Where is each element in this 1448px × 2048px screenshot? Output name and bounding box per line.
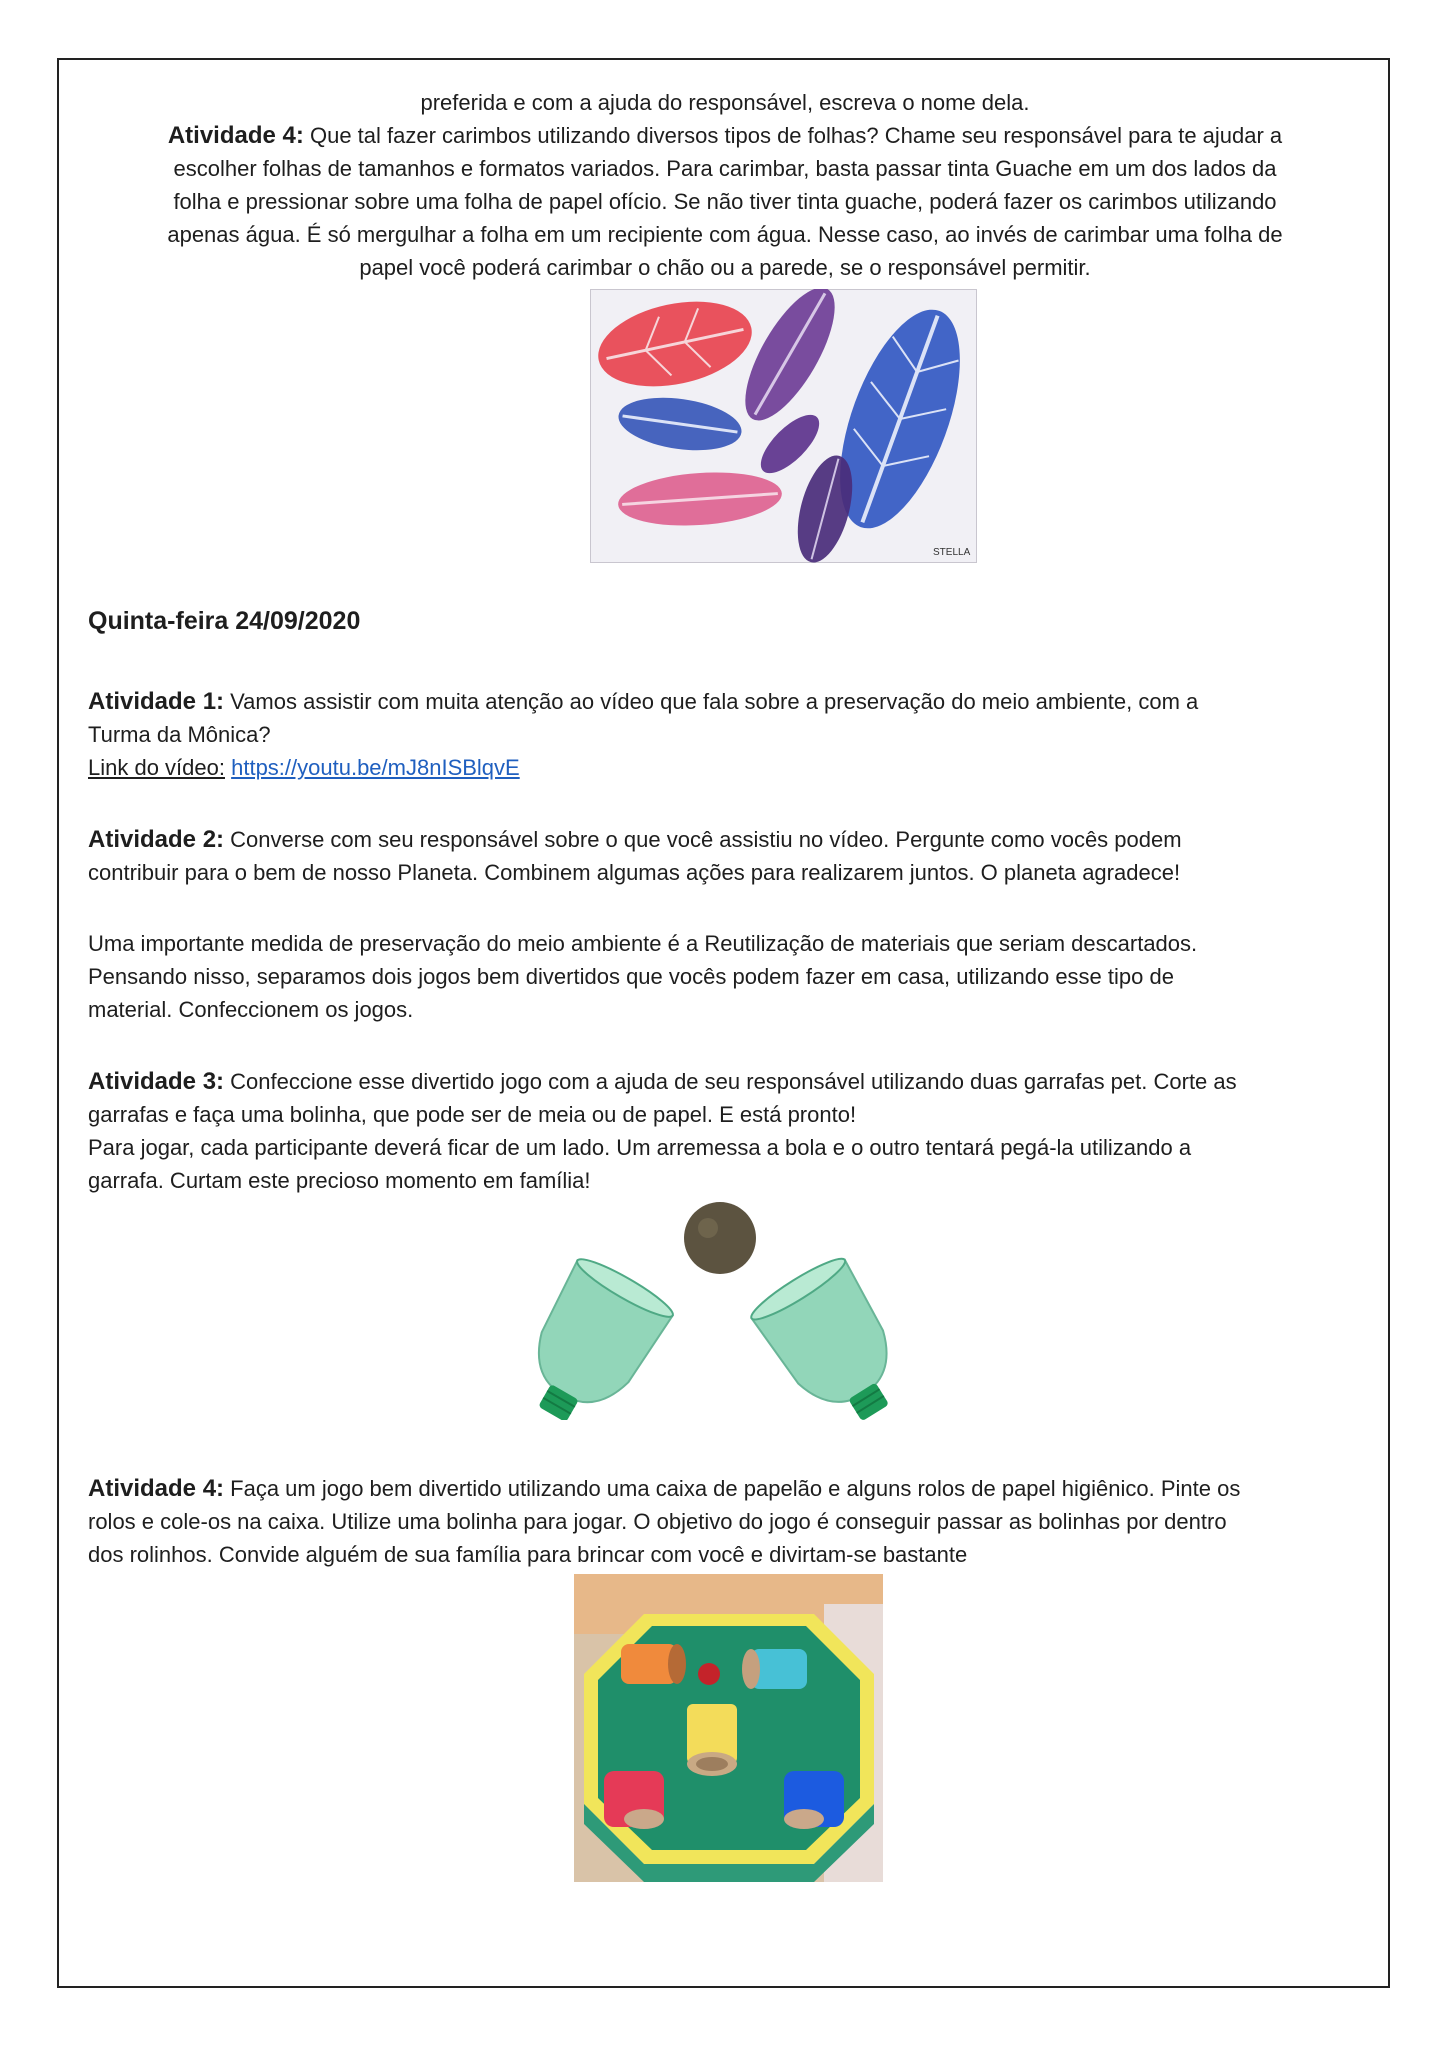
text-fragment: Vamos assistir com muita atenção ao vídeo que fala sobre a preservação do meio ambiente, com a [224,689,1199,714]
text-line: contribuir para o bem de nosso Planeta. Combinem algumas ações para realizarem juntos. O planeta agradece! [88,860,1181,885]
text-line: preferida e com a ajuda do responsável, escreva o nome dela. [420,90,1030,115]
bottle-catch-game-photo [500,1200,940,1420]
text-fragment: Faça um jogo bem divertido utilizando uma caixa de papelão e alguns rolos de papel higiênico. Pinte os [224,1476,1241,1501]
text-line [88,1065,1358,1098]
activity-text-block [60,86,1390,284]
text-fragment: Converse com seu responsável sobre o que você assistiu no vídeo. Pergunte como vocês podem [224,827,1182,852]
text-line [88,823,1358,856]
activity-label: Atividade 1: [88,688,225,715]
text-line: escolher folhas de tamanhos e formatos variados. Para carimbar, basta passar tinta Guache em um dos lados da [173,156,1277,181]
cardboard-roll-game-photo [574,1574,883,1882]
activity-label: Atividade 4: [88,1475,225,1502]
leaf-stamps-photo [590,289,977,563]
video-link-line [88,751,1358,784]
activity-1-block [88,685,1358,784]
text-line: papel você poderá carimbar o chão ou a parede, se o responsável permitir. [359,255,1091,280]
activity-2-block [88,823,1358,889]
photo-signature: STELLA [933,547,971,558]
text-fragment: Que tal fazer carimbos utilizando diversos tipos de folhas? Chame seu responsável para te ajudar a [303,123,1283,148]
text-line [88,1472,1358,1505]
text-line: Turma da Mônica? [88,722,271,747]
text-line: garrafas e faça uma bolinha, que pode ser de meia ou de papel. E está pronto! [88,1102,857,1127]
text-line: material. Confeccionem os jogos. [88,997,414,1022]
video-link[interactable]: https://youtu.be/mJ8nISBlqvE [231,755,520,780]
activity-3-block [88,1065,1358,1197]
activity-label: Atividade 4: [167,122,304,149]
text-fragment: Confeccione esse divertido jogo com a ajuda de seu responsável utilizando duas garrafas pet. Corte as [224,1069,1237,1094]
activity-4-block [88,1472,1358,1571]
text-line: apenas água. É só mergulhar a folha em um recipiente com água. Nesse caso, ao invés de carimbar uma folha de [167,222,1283,247]
intro-paragraph [88,927,1358,1026]
link-label: Link do vídeo: [88,755,225,780]
text-line [88,685,1358,718]
activity-label: Atividade 2: [88,826,225,853]
text-line: rolos e cole-os na caixa. Utilize uma bolinha para jogar. O objetivo do jogo é conseguir passar as bolinhas por dentro [88,1509,1227,1534]
text-line: Pensando nisso, separamos dois jogos bem divertidos que vocês podem fazer em casa, utilizando esse tipo de [88,964,1174,989]
text-line: dos rolinhos. Convide alguém de sua família para brincar com você e divirtam-se bastante [88,1542,968,1567]
text-line: Para jogar, cada participante deverá ficar de um lado. Um arremessa a bola e o outro tentará pegá-la utilizando a [88,1135,1192,1160]
text-line: Uma importante medida de preservação do meio ambiente é a Reutilização de materiais que seriam descartados. [88,931,1198,956]
activity-label: Atividade 3: [88,1068,225,1095]
text-line: folha e pressionar sobre uma folha de papel ofício. Se não tiver tinta guache, poderá fazer os carimbos utilizando [173,189,1277,214]
text-line [60,119,1390,152]
text-line: garrafa. Curtam este precioso momento em família! [88,1168,591,1193]
day-heading: Quinta-feira 24/09/2020 [88,607,361,635]
